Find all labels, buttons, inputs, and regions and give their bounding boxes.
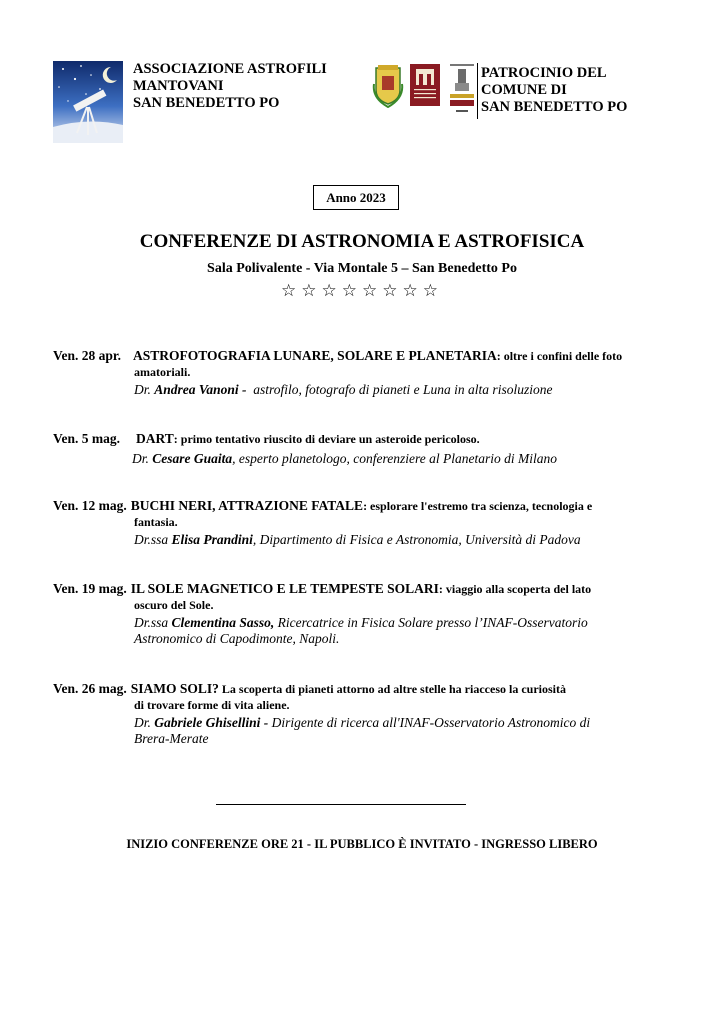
speaker-title: Dr.ssa — [134, 615, 172, 630]
patronage-line: SAN BENEDETTO PO — [481, 99, 628, 115]
telescope-logo — [53, 61, 123, 143]
stars-decoration: ☆☆☆☆☆☆☆☆ — [281, 281, 443, 300]
patronage-line: COMUNE DI — [481, 82, 567, 98]
footer-divider — [216, 804, 466, 805]
footer-note: INIZIO CONFERENZE ORE 21 - IL PUBBLICO È INVITATO - INGRESSO LIBERO — [126, 837, 598, 851]
speaker-description: astrofilo, fotografo di pianeti e Luna in alta risoluzione — [246, 382, 553, 397]
comune-crest-logo — [372, 64, 404, 108]
speaker-name: Elisa Prandini — [171, 532, 253, 547]
event-speaker — [134, 382, 673, 398]
speaker-description-continued: Astronomico di Capodimonte, Napoli. — [134, 631, 340, 646]
event-date: Ven. 28 apr. — [53, 348, 122, 363]
speaker-description: , esperto planetologo, conferenziere al Planetario di Milano — [232, 451, 557, 466]
event-subtitle: : viaggio alla scoperta del lato — [438, 582, 592, 596]
event-item — [53, 430, 673, 467]
borgo-badge-logo — [410, 64, 440, 106]
venue-line: Sala Polivalente - Via Montale 5 – San Benedetto Po — [207, 261, 517, 276]
speaker-title: Dr. — [134, 715, 155, 730]
speaker-name: Clementina Sasso, — [171, 615, 275, 630]
patronage-line: PATROCINIO DEL — [481, 65, 607, 81]
event-speaker — [134, 532, 673, 548]
event-item — [53, 680, 673, 747]
event-date: Ven. 5 mag. — [53, 431, 121, 446]
event-subtitle: : oltre i confini delle foto — [496, 349, 623, 363]
event-title: IL SOLE MAGNETICO E LE TEMPESTE SOLARI — [130, 581, 439, 596]
event-title: SIAMO SOLI? — [130, 681, 219, 696]
speaker-name: Cesare Guaita — [152, 451, 233, 466]
event-speaker — [132, 451, 673, 467]
speaker-name: Andrea Vanoni - — [154, 382, 247, 397]
speaker-title: Dr. — [132, 451, 153, 466]
page-title: CONFERENZE DI ASTRONOMIA E ASTROFISICA — [139, 231, 585, 252]
speaker-title: Dr. — [134, 382, 155, 397]
event-speaker — [134, 615, 673, 631]
event-title: BUCHI NERI, ATTRAZIONE FATALE — [130, 498, 364, 513]
event-speaker — [134, 715, 673, 731]
event-item — [53, 580, 673, 647]
event-date: Ven. 26 mag. — [53, 681, 127, 696]
event-subtitle: : primo tentativo riuscito di deviare un asteroide pericoloso. — [173, 432, 480, 446]
speaker-name: Gabriele Ghisellini - — [154, 715, 269, 730]
year-label: Anno 2023 — [313, 185, 399, 210]
event-subtitle: La scoperta di pianeti attorno ad altre stelle ha riacceso la curiosità — [218, 682, 566, 696]
event-item — [53, 497, 673, 548]
speaker-description: Ricercatrice in Fisica Solare presso l’INAF-Osservatorio — [274, 615, 588, 630]
event-subtitle-continued: fantasia. — [134, 515, 178, 529]
event-date: Ven. 12 mag. — [53, 498, 127, 513]
event-subtitle-continued: amatoriali. — [134, 365, 191, 379]
event-subtitle: : esplorare l'estremo tra scienza, tecnologia e — [363, 499, 593, 513]
speaker-description: , Dipartimento di Fisica e Astronomia, Università di Padova — [252, 532, 581, 547]
event-item — [53, 347, 673, 398]
association-line: MANTOVANI — [133, 78, 224, 94]
association-name — [133, 61, 327, 112]
speaker-description: Dirigente di ricerca all'INAF-Osservatorio Astronomico di — [268, 715, 591, 730]
event-title: ASTROFOTOGRAFIA LUNARE, SOLARE E PLANETARIA — [133, 348, 497, 363]
association-line: ASSOCIAZIONE ASTROFILI — [133, 61, 327, 77]
event-date: Ven. 19 mag. — [53, 581, 127, 596]
event-title: DART — [136, 431, 174, 446]
patronage-divider — [477, 63, 478, 119]
event-subtitle-continued: di trovare forme di vita aliene. — [134, 698, 290, 712]
association-line: SAN BENEDETTO PO — [133, 95, 280, 111]
event-subtitle-continued: oscuro del Sole. — [134, 598, 214, 612]
speaker-description-continued: Brera-Merate — [134, 731, 209, 746]
patronage-text — [481, 65, 627, 116]
gioiello-italia-logo — [447, 62, 477, 118]
speaker-title: Dr.ssa — [134, 532, 172, 547]
